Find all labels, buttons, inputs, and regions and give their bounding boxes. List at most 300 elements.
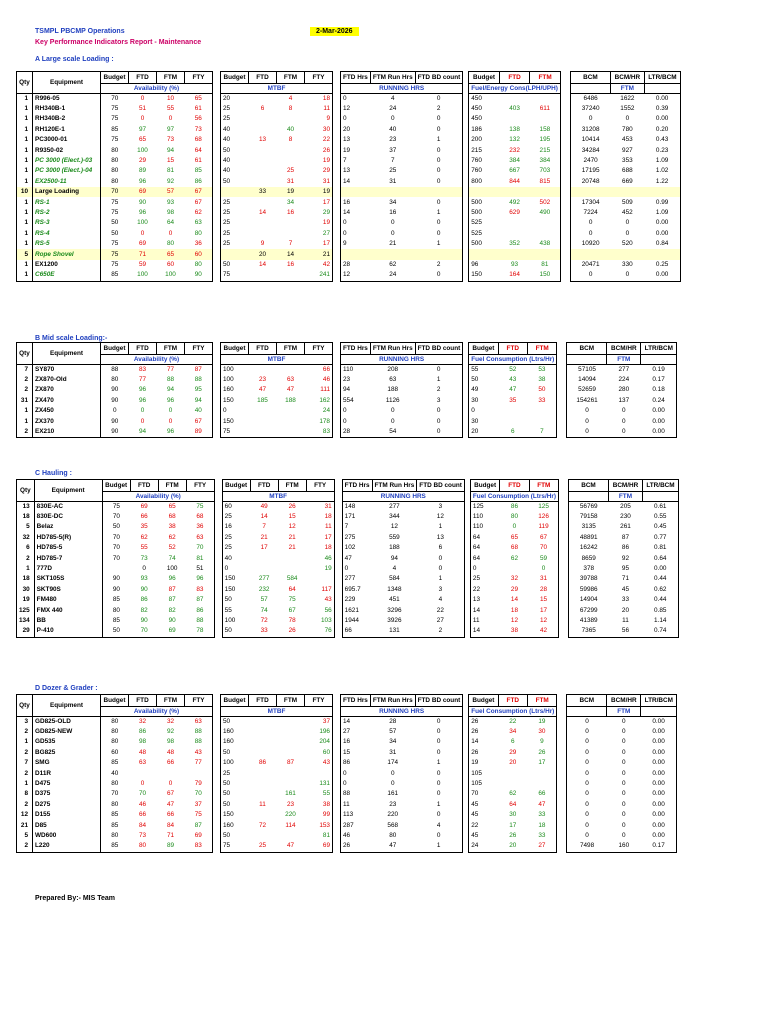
running-hrs-cell: 16: [341, 197, 371, 207]
running-hrs-subheader: RUNNING HRS: [341, 83, 463, 93]
fuel-cell: 30: [469, 396, 498, 406]
fuel-cell: 22: [509, 717, 517, 725]
fuel-cell: 47: [509, 386, 517, 394]
running-hrs-cell: 559: [389, 533, 400, 541]
fty-header: FTY: [306, 480, 334, 492]
running-hrs-cell: 0: [415, 229, 463, 239]
mtbf-cell: [277, 145, 305, 155]
availability-cell: 86: [138, 728, 147, 736]
fuel-cell: 7: [527, 427, 556, 438]
mtbf-cell: 50: [221, 177, 249, 187]
production-cell: 17195: [570, 166, 610, 176]
running-hrs-cell: 1126: [385, 396, 400, 404]
running-hrs-cell: 20: [341, 125, 371, 135]
qty-cell: 12: [17, 810, 33, 820]
mtbf-cell: 162: [305, 396, 333, 406]
running-hrs-cell: 0: [415, 779, 463, 789]
availability-cell: 98: [138, 738, 147, 746]
running-hrs-cell: 7: [341, 156, 371, 166]
fuel-cell: 450: [469, 114, 500, 124]
running-hrs-cell: 0: [342, 564, 372, 574]
running-hrs-cell: 27: [341, 727, 371, 737]
fuel-cell: 119: [529, 522, 558, 532]
mtbf-subheader: MTBF: [221, 354, 333, 364]
equipment-cell: EX1200: [33, 260, 101, 270]
table-row: [17, 574, 679, 584]
mtbf-cell: 30: [305, 125, 333, 135]
mtbf-cell: 25: [221, 208, 249, 218]
budget-header: Budget: [221, 343, 249, 355]
mtbf-cell: [277, 768, 305, 778]
fuel-cell: 62: [510, 554, 518, 562]
running-hrs-subheader: RUNNING HRS: [341, 706, 463, 716]
qty-cell: 7: [17, 758, 33, 768]
fuel-cell: 0: [529, 564, 558, 574]
availability-cell: 43: [185, 748, 213, 758]
running-hrs-cell: 1348: [387, 585, 402, 593]
production-cell: 0: [567, 427, 607, 438]
fuel-cell: 800: [469, 177, 500, 187]
production-cell: 452: [622, 208, 633, 216]
running-hrs-cell: 1: [415, 135, 463, 145]
mtbf-cell: 66: [305, 364, 333, 375]
running-hrs-cell: 1: [415, 800, 463, 810]
ftm-header: FTM: [530, 72, 561, 84]
availability-cell: 90: [101, 385, 129, 395]
mtbf-cell: 74: [260, 606, 268, 614]
mtbf-cell: 31: [305, 177, 333, 187]
fuel-cell: [530, 114, 561, 124]
qty-cell: 125: [17, 605, 35, 615]
fuel-subheader: Fuel Consumption (Ltrs/Hr): [470, 491, 558, 501]
equipment-cell: SKT90S: [34, 585, 102, 595]
mtbf-cell: 20: [221, 93, 249, 104]
mtbf-cell: 50: [221, 831, 249, 841]
mtbf-cell: 57: [260, 596, 268, 604]
fuel-subheader: Fuel/Energy Cons(LPH/UPH): [469, 83, 561, 93]
fuel-cell: 29: [509, 748, 517, 756]
ftm-subheader: FTM: [610, 83, 644, 93]
ftd-header: FTD: [498, 343, 527, 355]
availability-cell: 70: [101, 187, 129, 197]
availability-cell: 73: [140, 554, 148, 562]
mtbf-cell: 29: [305, 208, 333, 218]
fuel-cell: 20: [469, 427, 498, 438]
running-hrs-cell: 1621: [342, 605, 372, 615]
availability-cell: 92: [166, 728, 175, 736]
equipment-cell: C650E: [33, 270, 101, 281]
running-hrs-cell: 1: [415, 758, 463, 768]
fty-header: FTY: [305, 343, 333, 355]
production-cell: 0.00: [644, 93, 680, 104]
fuel-cell: 703: [530, 166, 561, 176]
running-hrs-cell: 0: [415, 737, 463, 747]
availability-cell: [102, 564, 130, 574]
availability-cell: 90: [101, 416, 129, 426]
production-cell: 0.84: [644, 239, 680, 249]
fuel-cell: 195: [530, 135, 561, 145]
table-row: [17, 197, 681, 207]
mtbf-cell: 55: [305, 789, 333, 799]
mtbf-cell: 100: [222, 616, 250, 626]
equipment-cell: PC 3000 (Elect.)-03: [33, 156, 101, 166]
mtbf-cell: [278, 564, 306, 574]
production-cell: 0.64: [642, 553, 678, 563]
mtbf-cell: 43: [305, 758, 333, 768]
availability-cell: 80: [102, 605, 130, 615]
availability-cell: 40: [101, 768, 129, 778]
production-cell: 7224: [570, 208, 610, 218]
fty-header: FTY: [186, 480, 214, 492]
mtbf-cell: [249, 156, 277, 166]
production-cell: 669: [622, 177, 633, 185]
fuel-cell: 18: [527, 820, 556, 830]
mtbf-cell: 27: [305, 229, 333, 239]
production-cell: 0.00: [641, 789, 677, 799]
equipment-cell: D275: [33, 800, 101, 810]
budget-header: Budget: [469, 72, 500, 84]
kpi-table: [16, 694, 677, 853]
fuel-cell: 25: [470, 574, 499, 584]
fuel-cell: 14: [510, 596, 518, 604]
fuel-cell: 30: [527, 727, 556, 737]
production-cell: 353: [622, 157, 633, 165]
fuel-cell: 525: [469, 229, 500, 239]
ltr-bcm-header: LTR/BCM: [641, 695, 677, 707]
mtbf-cell: 17: [305, 239, 333, 249]
table-row: [17, 533, 679, 543]
fuel-cell: 150: [530, 270, 561, 281]
running-hrs-cell: 40: [389, 125, 397, 133]
availability-cell: 85: [102, 616, 130, 626]
qty-cell: 2: [17, 553, 35, 563]
mtbf-cell: 47: [286, 386, 295, 394]
availability-subheader: Availability (%): [101, 706, 213, 716]
budget-header: Budget: [221, 72, 249, 84]
availability-cell: 80: [101, 166, 129, 176]
availability-cell: 85: [185, 166, 213, 176]
running-hrs-cell: 171: [342, 512, 372, 522]
budget-header: Budget: [469, 343, 498, 355]
budget-header: Budget: [101, 343, 129, 355]
running-hrs-cell: 584: [389, 575, 400, 583]
fty-header: FTY: [185, 343, 213, 355]
availability-cell: 75: [101, 135, 129, 145]
fuel-cell: 158: [530, 125, 561, 135]
fuel-cell: 125: [470, 501, 499, 512]
running-hrs-cell: 188: [389, 544, 400, 552]
subheader-row: [17, 83, 681, 93]
equipment-cell: ZX870: [33, 385, 101, 395]
header-row: [17, 480, 679, 492]
mtbf-cell: 25: [249, 841, 277, 852]
report-title: Key Performance Indicators Report - Maintenance: [35, 39, 202, 46]
table-row: [17, 605, 679, 615]
availability-cell: 83: [138, 365, 147, 373]
availability-cell: 86: [186, 605, 214, 615]
production-cell: 45: [621, 585, 630, 593]
availability-cell: 0: [140, 94, 145, 102]
running-hrs-cell: 0: [415, 93, 463, 104]
fuel-cell: 14: [470, 605, 499, 615]
running-hrs-cell: 19: [341, 145, 371, 155]
equipment-cell: ZX450: [33, 406, 101, 416]
fuel-cell: 47: [527, 800, 556, 810]
fuel-cell: [527, 768, 556, 778]
production-cell: 0: [570, 218, 610, 228]
running-hrs-cell: 0: [415, 789, 463, 799]
production-cell: 14094: [567, 375, 607, 385]
production-cell: 0.62: [642, 585, 678, 595]
table-row: [17, 385, 677, 395]
table-row: [17, 758, 677, 768]
mtbf-cell: 46: [306, 553, 334, 563]
availability-cell: 94: [185, 396, 213, 406]
ftm-run-hrs-header: FTM Run Hrs: [372, 480, 417, 492]
mtbf-cell: 24: [305, 406, 333, 416]
table-row: [17, 406, 677, 416]
mtbf-cell: 75: [288, 596, 296, 604]
mtbf-cell: 18: [306, 543, 334, 553]
production-cell: 154261: [567, 396, 607, 406]
production-cell: 0: [567, 810, 607, 820]
ftm-header: FTM: [158, 480, 186, 492]
mtbf-cell: 50: [221, 260, 249, 270]
running-hrs-cell: 14: [341, 177, 371, 187]
mtbf-cell: [221, 249, 249, 259]
header-row: [17, 72, 681, 84]
qty-header: Qty: [17, 343, 33, 365]
table-row: [17, 564, 679, 574]
mtbf-cell: 42: [305, 260, 333, 270]
production-cell: 0.61: [642, 501, 678, 512]
mtbf-cell: 49: [260, 502, 268, 510]
fuel-cell: 30: [469, 416, 498, 426]
availability-cell: 89: [185, 427, 213, 438]
availability-cell: 75: [102, 501, 130, 512]
equipment-cell: ZX370: [33, 416, 101, 426]
running-hrs-cell: 57: [389, 728, 397, 736]
production-cell: 0: [567, 737, 607, 747]
production-cell: 59986: [568, 585, 608, 595]
availability-cell: 62: [185, 208, 213, 218]
subheader-row: [17, 491, 679, 501]
running-hrs-cell: 0: [415, 156, 463, 166]
fuel-cell: 164: [499, 270, 530, 281]
mtbf-cell: 37: [305, 716, 333, 727]
fuel-cell: 20: [509, 759, 517, 767]
mtbf-cell: 25: [221, 197, 249, 207]
availability-cell: 96: [138, 208, 147, 216]
fuel-cell: 50: [469, 375, 498, 385]
qty-cell: 21: [17, 820, 33, 830]
mtbf-subheader: MTBF: [222, 491, 334, 501]
running-hrs-cell: 0: [415, 427, 463, 438]
production-cell: 0.99: [644, 197, 680, 207]
fuel-cell: [498, 779, 527, 789]
production-cell: 205: [620, 502, 631, 510]
table-row: [17, 125, 681, 135]
availability-cell: 65: [157, 249, 185, 259]
production-cell: 6486: [570, 93, 610, 104]
mtbf-cell: 18: [305, 93, 333, 104]
running-hrs-cell: 695.7: [342, 585, 372, 595]
running-hrs-cell: 2: [415, 260, 463, 270]
qty-cell: 1: [17, 406, 33, 416]
mtbf-cell: [306, 574, 334, 584]
fuel-cell: 110: [470, 512, 499, 522]
availability-cell: 70: [102, 512, 130, 522]
fty-header: FTY: [305, 695, 333, 707]
mtbf-cell: 160: [221, 727, 249, 737]
availability-cell: 80: [101, 800, 129, 810]
qty-cell: 7: [17, 364, 33, 375]
qty-cell: 5: [17, 831, 33, 841]
availability-cell: 0: [168, 229, 173, 237]
fuel-cell: 492: [509, 198, 520, 206]
running-hrs-cell: 47: [370, 841, 415, 852]
running-hrs-cell: 0: [415, 716, 463, 727]
mtbf-cell: 40: [221, 135, 249, 145]
fuel-cell: 22: [469, 820, 498, 830]
availability-cell: 0: [140, 780, 145, 788]
subheader-row: [17, 706, 677, 716]
fuel-cell: 500: [469, 208, 500, 218]
mtbf-cell: 13: [258, 136, 267, 144]
production-cell: 261: [620, 523, 631, 531]
mtbf-cell: 150: [221, 416, 249, 426]
budget-header: Budget: [469, 695, 498, 707]
running-hrs-cell: 12: [341, 270, 371, 281]
table-row: [17, 93, 681, 104]
running-hrs-cell: 0: [341, 218, 371, 228]
mtbf-cell: [277, 229, 305, 239]
production-cell: 0: [622, 800, 626, 808]
running-hrs-cell: 0: [390, 417, 395, 425]
availability-cell: 79: [185, 779, 213, 789]
availability-cell: 80: [185, 260, 213, 270]
fuel-cell: 6: [510, 738, 515, 746]
running-hrs-cell: 0: [415, 831, 463, 841]
mtbf-cell: [249, 364, 277, 375]
fuel-cell: 815: [530, 177, 561, 187]
qty-header: Qty: [17, 72, 33, 94]
mtbf-cell: 277: [258, 575, 270, 583]
availability-cell: 85: [101, 841, 129, 852]
production-cell: 7365: [568, 626, 608, 637]
mtbf-cell: 9: [260, 240, 265, 248]
qty-cell: 10: [17, 187, 33, 197]
fuel-cell: [527, 406, 556, 416]
mtbf-cell: 7: [262, 523, 266, 531]
availability-cell: 61: [185, 104, 213, 114]
fuel-cell: 438: [530, 239, 561, 249]
mtbf-cell: 19: [277, 187, 305, 197]
equipment-cell: RH340B-1: [33, 104, 101, 114]
availability-cell: 65: [138, 136, 147, 144]
table-row: [17, 748, 677, 758]
fuel-cell: 24: [469, 841, 498, 852]
availability-cell: 36: [186, 522, 214, 532]
mtbf-cell: [277, 416, 305, 426]
table-row: [17, 396, 677, 406]
running-hrs-cell: 6: [417, 543, 465, 553]
mtbf-cell: 34: [286, 198, 295, 206]
fuel-cell: 200: [469, 135, 500, 145]
mtbf-cell: 50: [222, 595, 250, 605]
production-cell: 20: [621, 606, 630, 614]
fuel-cell: [498, 406, 527, 416]
availability-cell: 90: [140, 585, 148, 593]
mtbf-cell: 26: [288, 502, 296, 510]
running-hrs-cell: 62: [389, 260, 397, 268]
availability-cell: 77: [138, 376, 147, 384]
running-hrs-cell: 3296: [387, 606, 402, 614]
availability-cell: 85: [101, 810, 129, 820]
mtbf-cell: 14: [260, 513, 268, 521]
running-hrs-cell: 14: [341, 208, 371, 218]
production-cell: 0.39: [644, 104, 680, 114]
mtbf-cell: 33: [249, 187, 277, 197]
availability-cell: 50: [102, 626, 130, 637]
availability-cell: 73: [166, 136, 175, 144]
production-cell: 0: [567, 768, 607, 778]
availability-cell: 40: [185, 406, 213, 416]
table-row: [17, 595, 679, 605]
ftd-header: FTD: [499, 72, 530, 84]
mtbf-cell: 22: [305, 135, 333, 145]
production-cell: 0.00: [641, 748, 677, 758]
equipment-cell: RS-5: [33, 239, 101, 249]
availability-cell: 70: [185, 789, 213, 799]
running-hrs-cell: 14: [341, 716, 371, 727]
fuel-cell: 68: [510, 544, 518, 552]
production-cell: 509: [622, 198, 633, 206]
availability-cell: 92: [166, 177, 175, 185]
availability-cell: [129, 768, 157, 778]
availability-cell: 73: [138, 831, 147, 839]
budget-header: Budget: [221, 695, 249, 707]
qty-cell: 1: [17, 270, 33, 281]
availability-cell: 66: [138, 811, 147, 819]
running-hrs-cell: 3: [415, 396, 463, 406]
availability-cell: 67: [185, 187, 213, 197]
running-hrs-cell: 0: [341, 779, 371, 789]
kpi-table: [16, 479, 679, 638]
fuel-cell: 33: [527, 831, 556, 841]
production-cell: 10920: [570, 239, 610, 249]
mtbf-cell: 160: [221, 820, 249, 830]
mtbf-cell: 11: [305, 104, 333, 114]
fuel-cell: 12: [510, 616, 518, 624]
availability-cell: 68: [168, 513, 176, 521]
running-hrs-cell: 9: [341, 239, 371, 249]
production-cell: [644, 187, 680, 197]
ftm-run-hrs-header: FTM Run Hrs: [370, 72, 415, 84]
table-row: [17, 779, 677, 789]
fuel-cell: 150: [469, 270, 500, 281]
fuel-cell: [500, 564, 529, 574]
availability-cell: 80: [185, 229, 213, 239]
running-hrs-cell: 23: [341, 375, 371, 385]
ftd-hrs-header: FTD Hrs: [342, 480, 372, 492]
production-cell: 0.17: [641, 841, 677, 852]
availability-cell: 70: [102, 553, 130, 563]
mtbf-cell: 6: [260, 105, 265, 113]
running-hrs-cell: 4: [415, 820, 463, 830]
fuel-cell: 67: [529, 533, 558, 543]
production-cell: [610, 249, 644, 259]
